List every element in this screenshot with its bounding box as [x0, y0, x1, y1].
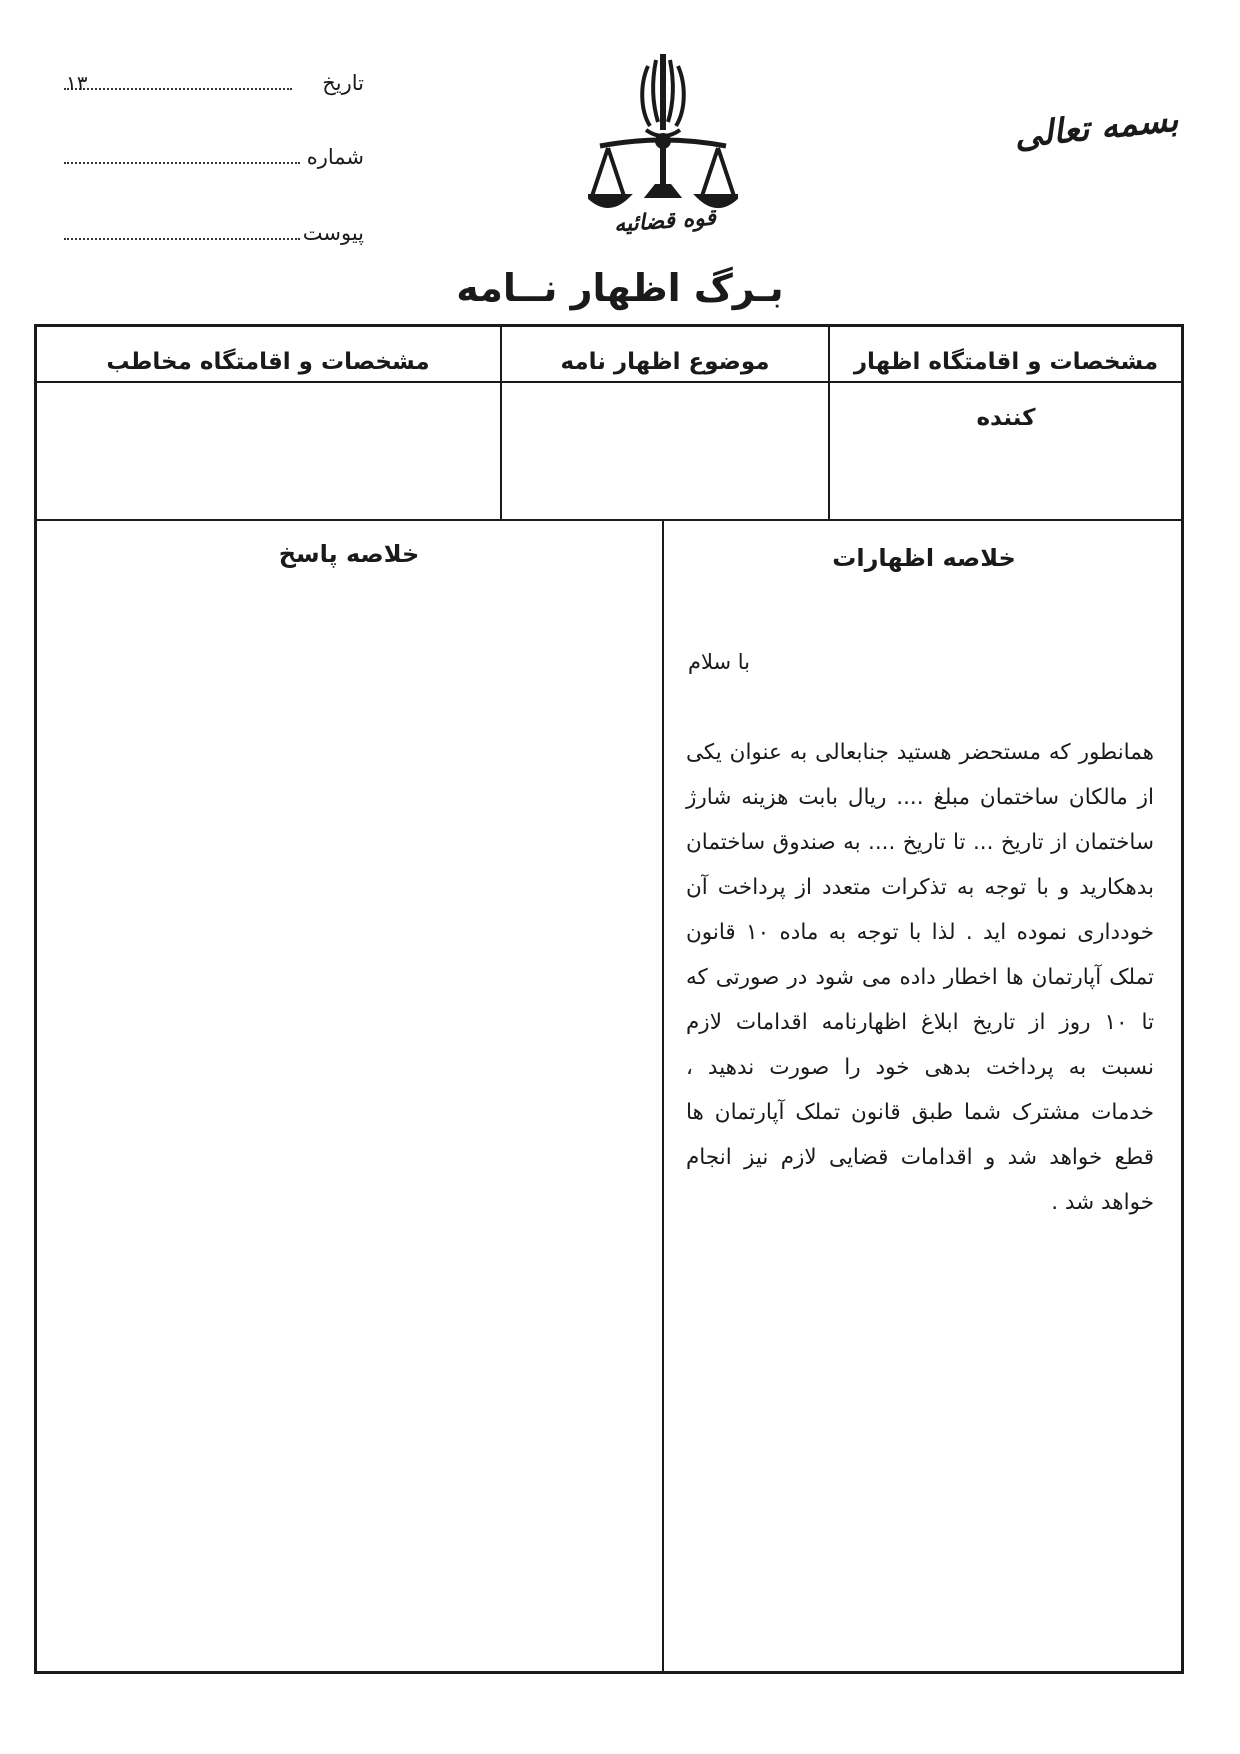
attachment-field — [64, 218, 364, 248]
greeting-text: با سلام — [687, 650, 750, 674]
subject-column-header: موضوع اظهار نامه — [560, 349, 770, 375]
date-dotted-line — [64, 88, 292, 90]
number-dotted-line — [64, 162, 300, 164]
reply-summary-title: خلاصه پاسخ — [278, 540, 420, 568]
statements-summary-title: خلاصه اظهارات — [832, 544, 1016, 572]
number-field — [64, 142, 364, 172]
page-title: بـرگ اظهار نــامه — [456, 266, 784, 310]
number-label: شماره — [306, 145, 364, 169]
emblem-caption: قوه قضائیه — [613, 204, 717, 238]
addressee-column-header: مشخصات و اقامتگاه مخاطب — [106, 349, 430, 375]
statements-reply-divider — [662, 520, 664, 1672]
declarant-column-header: مشخصات و اقامتگاه اظهار کننده — [853, 349, 1159, 431]
attachment-label: پیوست — [302, 221, 364, 245]
statements-body-text: همانطور که مستحضر هستید جنابعالی به عنوان یکی از مالکان ساختمان مبلغ .... ریال بابت هزینه شارژ ساختمان از تاریخ ... تا تاریخ .... به صندوق ساختمان بدهکارید و با توجه به تذکرات متعدد از پرداخت آن خودداری نموده اید . لذا با توجه به ماده ۱۰ قانون تملک آپارتمان ها اخطار داده می شود در صورتی که تا ۱۰ روز از تاریخ ابلاغ اظهارنامه اقدامات لازم نسبت به پرداخت بدهی خود را صورت ندهید ، خدمات مشترک شما طبق قانون تملک آپارتمان ها قطع خواهد شد و اقدامات قضایی لازم نیز انجام خواهد شد . — [686, 740, 1154, 1215]
attachment-dotted-line — [64, 238, 300, 240]
date-value: ۱۳ — [66, 71, 88, 95]
header-table-bottom-line — [36, 519, 1182, 521]
date-label: تاریخ — [322, 71, 364, 95]
basmala-heading: بسمه تعالی — [1011, 99, 1180, 157]
date-field — [64, 68, 364, 98]
